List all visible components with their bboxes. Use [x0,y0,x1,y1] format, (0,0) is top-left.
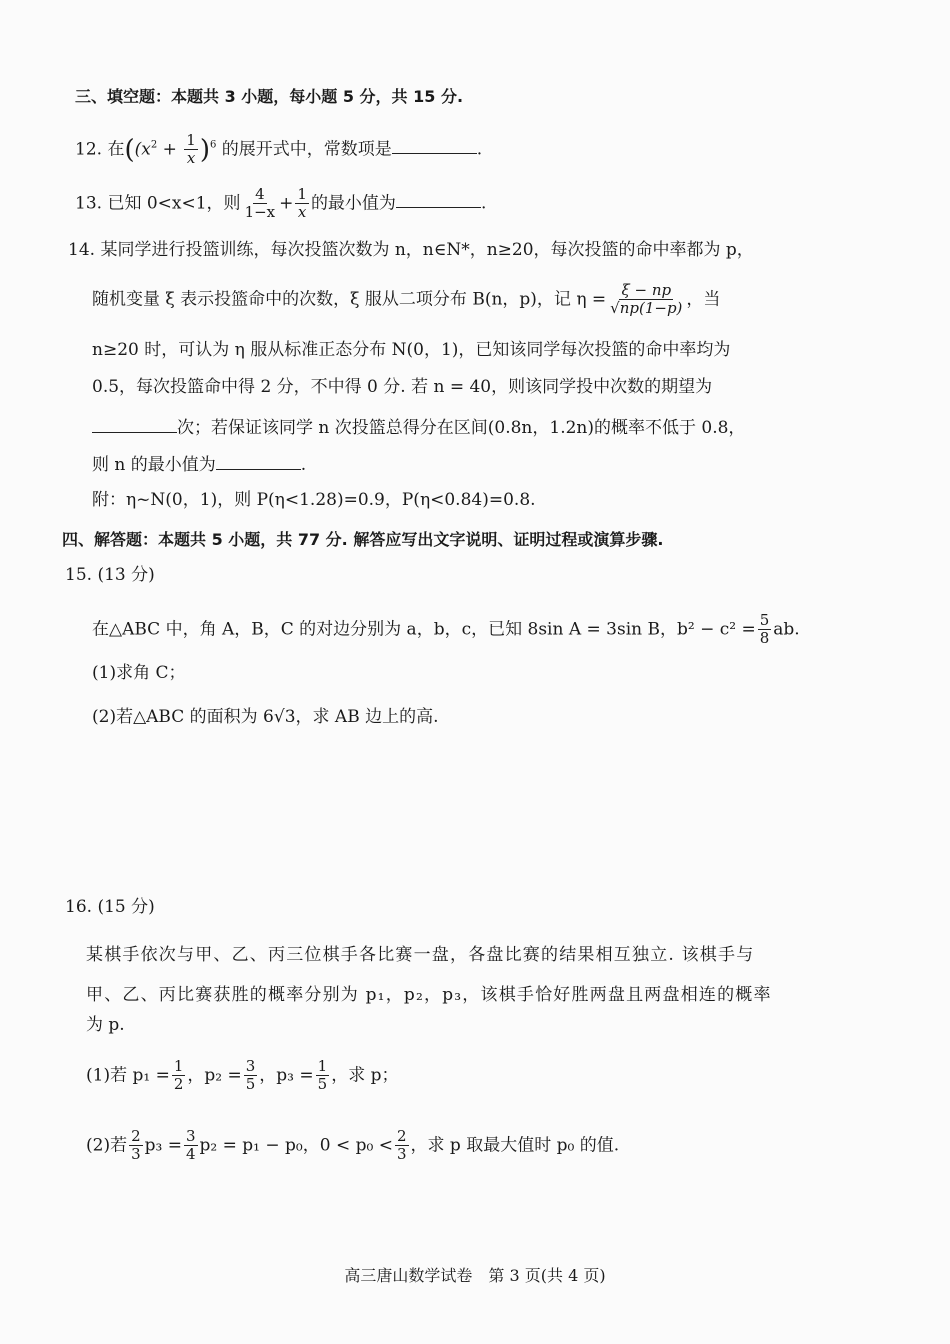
answer-blank [396,193,481,208]
q12-end: . [476,139,483,160]
q13-f1d: 1−x [244,203,276,222]
answer-blank [216,455,301,470]
q13-plus: + [279,193,294,214]
q16-f2n: 3 [245,1057,256,1075]
q15-fn: 5 [759,611,770,629]
q16-p1b: ，p₂ = [187,1065,242,1086]
section-4-heading: 四、解答题：本题共 5 小题，共 77 分. 解答应写出文字说明、证明过程或演算步骤. [62,530,664,549]
q14-line-1: 14. 某同学进行投篮训练，每次投篮次数为 n，n∈N*，n≥20，每次投篮的命中率都为 p， [68,240,754,260]
q16-f3d: 5 [317,1075,328,1094]
q16-g1d: 3 [131,1145,141,1164]
q15-heading: 15. (13 分) [65,565,155,585]
q14-line-4: 0.5，每次投篮命中得 2 分，不中得 0 分. 若 n = 40，则该同学投中次数的期望为 [92,377,713,397]
q14-fd: √np(1−p) [610,299,683,318]
q16-p1d: ，求 p； [331,1065,399,1086]
section-3-heading: 三、填空题：本题共 3 小题，每小题 5 分，共 15 分. [75,87,464,106]
question-13 [75,186,486,222]
q16-p2a: (2)若 [86,1135,128,1156]
q13-post: 的最小值为 [310,193,396,214]
q15-line-1 [92,612,800,648]
q16-p1c: ，p₃ = [259,1065,314,1086]
q16-p2d: ，求 p 取最大值时 p₀ 的值. [410,1135,620,1156]
q16-g3n: 2 [396,1127,407,1145]
q13-text: 13. 已知 0<x<1，则 [75,193,241,214]
q12-num: 1 [186,131,196,149]
q16-f1n: 1 [173,1057,184,1075]
q16-line-1: 某棋手依次与甲、乙、丙三位棋手各比赛一盘，各盘比赛的结果相互独立. 该棋手与 [86,945,755,965]
q14-l6b: . [300,455,307,475]
q14-l5: 次；若保证该同学 n 次投篮总得分在区间(0.8n，1.2n)的概率不低于 0.8， [177,418,746,438]
question-12: 12. 在(($x^2$ + $\frac{1}{x}$ )$^6$ 的展开式中，常数项是 . [75,131,483,168]
q12-x: (x [134,139,151,160]
q16-heading: 16. (15 分) [65,897,155,917]
answer-blank [92,418,177,433]
q12-plus: + [157,139,183,160]
q14-l2a: 随机变量 ξ 表示投篮命中的次数，ξ 服从二项分布 B(n，p)，记 η = [92,289,607,310]
answer-blank [392,139,477,154]
q12-text: 12. 在 [75,139,125,160]
q16-line-3: 为 p. [86,1015,125,1035]
q14-note: 附：η~N(0，1)，则 P(η<1.28)=0.9，P(η<0.84)=0.8. [92,490,536,510]
q16-g1n: 2 [131,1127,141,1145]
q16-g2d: 4 [186,1145,196,1164]
q16-p1a: (1)若 p₁ = [86,1065,170,1086]
q13-f2n: 1 [297,185,307,203]
q16-line-2: 甲、乙、丙比赛获胜的概率分别为 p₁，p₂，p₃，该棋手恰好胜两盘且两盘相连的概率 [86,985,772,1005]
q14-line-2 [92,282,720,318]
q13-f2d: x [297,203,307,222]
q15-l1a: 在△ABC 中，角 A，B，C 的对边分别为 a，b，c，已知 8sin A = 3sin B，b² − c² = [92,619,756,640]
q12-exp: 6 [209,139,217,151]
q16-p2c: p₂ = p₁ − p₀，0 < p₀ < [199,1135,393,1156]
q16-part-1 [86,1058,399,1094]
q14-l2b: ，当 [686,289,721,310]
q14-fn: ξ − np [621,281,672,299]
q14-line-5 [92,418,745,437]
q16-g3d: 3 [396,1145,407,1164]
q16-p2b: p₃ = [144,1135,182,1156]
q12-den: x [186,149,196,168]
q12-post: 的展开式中，常数项是 [221,139,392,160]
q15-fd: 8 [759,629,770,648]
q14-line-3: n≥20 时，可认为 η 服从标准正态分布 N(0，1)，已知该同学每次投篮的命中率均为 [92,340,731,360]
page-footer: 高三唐山数学试卷 第 3 页(共 4 页) [344,1266,606,1285]
q16-f3n: 1 [317,1057,328,1075]
q15-part-2: (2)若△ABC 的面积为 6√3，求 AB 边上的高. [92,707,439,727]
q16-f1d: 2 [173,1075,184,1094]
q16-part-2 [86,1128,619,1164]
q13-end: . [480,193,487,214]
q16-f2d: 5 [245,1075,256,1094]
q14-line-6 [92,455,306,474]
q15-l1b: ab. [773,619,800,640]
q15-part-1: (1)求角 C； [92,663,186,683]
q14-l6a: 则 n 的最小值为 [92,455,216,475]
q16-g2n: 3 [186,1127,196,1145]
q13-f1n: 4 [255,185,265,203]
